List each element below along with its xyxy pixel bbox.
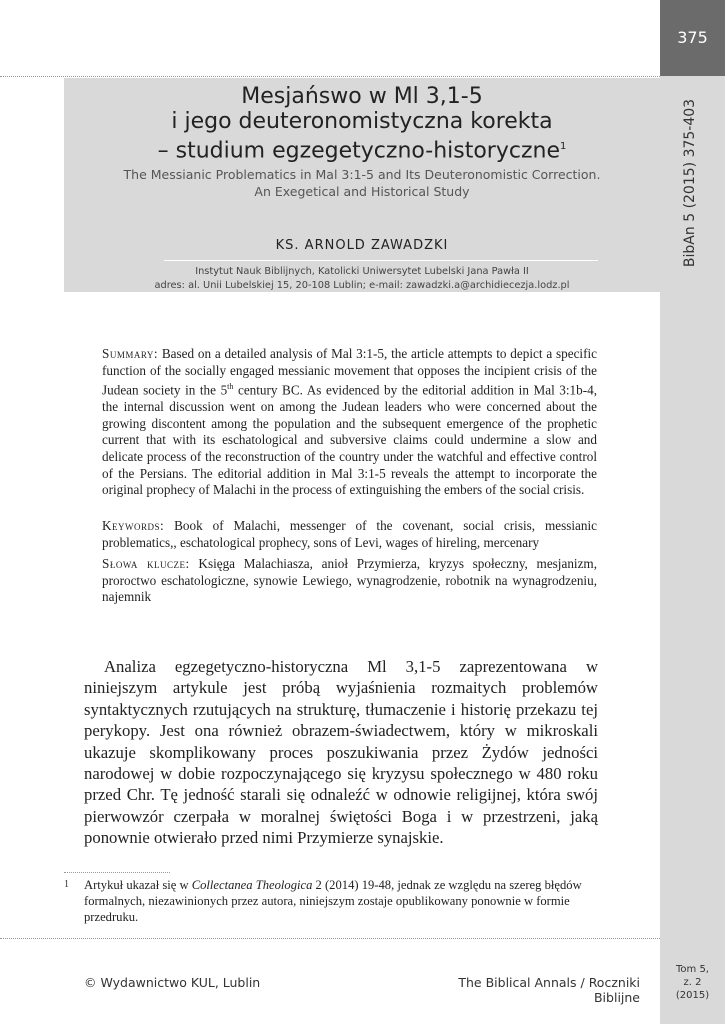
keywords [102, 518, 597, 551]
top-divider [0, 76, 660, 77]
volume-info [660, 963, 725, 1002]
footnote-text-after: 2 (2014) 19-48, jednak ze względu na szereg błędów formalnych, niezawinionych przez autora, niniejszym zostaje opublikowany ponownie w formie przedruku. [84, 878, 582, 924]
volume-line: Tom 5, [676, 964, 709, 975]
author-name: KS. ARNOLD ZAWADZKI [275, 238, 449, 253]
author-affiliation [64, 265, 660, 293]
footnote-rule [64, 872, 170, 873]
subtitle-line: The Messianic Problematics in Mal 3:1-5 and Its Deuteronomistic Correction. [123, 167, 601, 182]
article-subtitle [64, 166, 660, 200]
keywords-label: Keywords: [102, 518, 165, 533]
footnote-mark: 1 [64, 879, 69, 890]
title-line: – studium egzegetyczno-historyczne [157, 138, 560, 164]
keywords-polish [102, 556, 597, 606]
bottom-divider [0, 938, 660, 939]
abstract-summary [102, 346, 597, 499]
title-line: i jego deuteronomistyczna korekta [171, 109, 553, 134]
summary-label: Summary: [102, 346, 159, 361]
author-rule [164, 260, 598, 261]
year-line: (2015) [675, 990, 710, 1001]
issue-line: z. 2 [683, 977, 702, 988]
keywords-text: Book of Malachi, messenger of the covenant, social crisis, messianic problematics,, eschatological prophecy, sons of Levi, wages of hireling, mercenary [102, 518, 597, 550]
subtitle-line: An Exegetical and Historical Study [254, 184, 470, 199]
footnote-text-before: Artykuł ukazał się w [84, 878, 192, 892]
page-number: 375 [677, 28, 708, 47]
body-paragraph: Analiza egzegetyczno-historyczna Ml 3,1-5 zaprezentowana w niniejszym artykule jest próbą wyjaśnienia rozmaitych problemów syntaktycznych rzutujących na strukturę, tłumaczenie i historię przekazu tej perykopy. Jest ona również obrazem-świadectwem, który w mikroskali ukazuje skomplikowany proces poszukiwania przez Żydów jedności narodowej w dobie rozpoczynającego się kryzysu społecznego w 480 roku przed Chr. Tę jedność starali się odnaleźć w odnowie religijnej, która swój pierwowzór czerpała w moralnej świętości Boga i w przestrzeni, jaką ponownie otwierało przed nimi Przymierze synajskie. [84, 657, 598, 848]
summary-text-continued: century BC. As evidenced by the editorial addition in Mal 3:1b-4, the internal discussion went on among the Judean leaders who were concerned about the growing discontent among the population and the subsequent emergence of the prophetic current that with its eschatological and subversive claims could undermine a slow and delicate process of the reconstruction of the country under the watchful and effective control of the Persians. The editorial addition in Mal 3:1-5 reveals the attempt to incorporate the original prophecy of Malachi in the process of extinguishing the embers of the social crisis. [102, 382, 598, 498]
affiliation-line: Instytut Nauk Biblijnych, Katolicki Uniwersytet Lubelski Jana Pawła II [195, 266, 529, 277]
journal-reference: BibAn 5 (2015) 375-403 [682, 98, 698, 268]
title-line: Mesjańswo w Ml 3,1-5 [241, 84, 483, 109]
publisher-footer: © Wydawnictwo KUL, Lublin [84, 975, 261, 990]
journal-footer: The Biblical Annals / Roczniki Biblijne [458, 975, 640, 1005]
keywords-polish-label: Słowa klucze: [102, 556, 190, 571]
title-footnote-mark: 1 [560, 141, 567, 152]
keywords-polish-text: Księga Malachiasza, anioł Przymierza, kryzys społeczny, mesjanizm, proroctwo eschatologiczne, synowie Lewiego, wynagrodzenie, robotnik na wynagrodzeniu, najemnik [102, 556, 597, 605]
article-title [64, 84, 660, 163]
summary-text: Based on a detailed analysis of Mal 3:1-5, the article attempts to depict a specific function of the socially engaged messianic movement that opposes the incipient crisis of the Judean society in the 5 [102, 346, 597, 398]
summary-superscript: th [227, 382, 234, 392]
footnote-text [84, 877, 598, 925]
footnote-journal-title: Collectanea Theologica [191, 878, 313, 892]
address-line: adres: al. Unii Lubelskiej 15, 20-108 Lublin; e-mail: zawadzki.a@archidiecezja.lodz.pl [154, 280, 570, 291]
